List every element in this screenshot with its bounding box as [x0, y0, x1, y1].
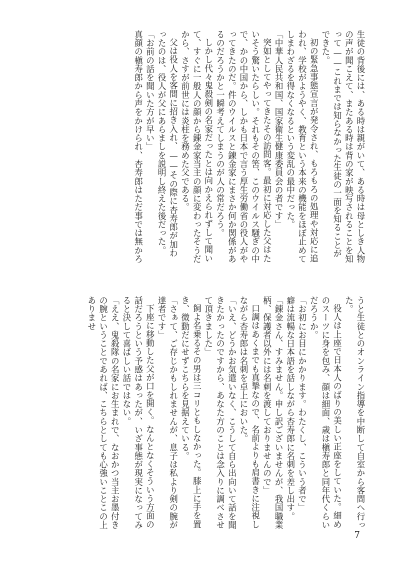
paragraph: 「お前の話を聞いた方が早い」 — [145, 30, 156, 151]
paragraph: 父は役人を客間に招き入れ、——その際に杏寿郎が加わったのは、役人が父にあらましを説明し終えた後だった。 — [157, 30, 179, 258]
paragraph: 「お初にお目にかかります。わたくし、こういう者で」 — [297, 296, 308, 512]
paragraph: 「ええ、鬼殺隊の名家にお生まれで、なおかつ当主お墨付きの腕ということであれば、こちらとしても心強いことこの上ありませ — [86, 296, 121, 530]
paragraph: 「中華人民共和国、国家衛生健康委員会の者です」 — [274, 30, 285, 229]
paragraph: 下座に移動した父が口を開く。なんとなくそういう方面の話だろうという予感はあったが、いざ事態が現実になってみると決して喜ばしい話ではない。 — [121, 296, 156, 530]
paragraph: うと生徒とのオンライン指導を中断して自室から客間へ行った。 — [344, 296, 366, 530]
paragraph: 癖は流暢な日本語を話しながら杏寿郎に名刺を差し出す。 — [285, 296, 296, 521]
paragraph: 突如としてやってきたその訪問客。最初に対応した父はたいそう驚いたらしい。それもその筈、このウイルス騒ぎの中で、かの中国から、しかも日本で言う厚生労働省の役人がやってきたのだ。件のウイルスと錬金家にまさか何か関係があるのだろうかと一瞬考えてしまうのが人の常だろう。 — [215, 30, 273, 264]
page-number: 7 — [354, 531, 360, 541]
top-text-block — [34, 30, 366, 266]
paragraph: 口調はあくまでも真摯なので、名前よりも肩書きに注視しながら杏寿郎は名刺を卓上においた。 — [238, 296, 261, 530]
bottom-text-block — [34, 296, 366, 532]
paragraph: 「いえ、どうかお気遣いなく、こうして自ら出向いて話を聞きたかったのですから、あなた方のことは念入りに調べさせて頂きました」 — [203, 296, 238, 530]
paragraph: 真顔の槇寿郎から声をかけられ、杏寿郎はただ事では無かろ — [133, 30, 144, 264]
paragraph: しかし代々鬼殺剣の名家だったとは向かえられずして聞いて、すぐに一般人の顔から錬金家当主の顔に変わったそうだから、さすが前世には炎柱を務めた父である。 — [180, 30, 214, 264]
paragraph: 飼よ名乗るその男は三コリともしなかった。膝上に手を置き、微動だにせずこちらを見据えている。 — [180, 296, 203, 530]
paragraph: 「さぁて、ご存じかもしれませんが、息子は私より剣の腕が達者です」 — [157, 296, 179, 530]
paragraph: 生徒の背後には、ある時は親がいて、ある時は母としき人物の声が聞こえて、またある時は背の家が映写されることを知って——これまでは知らなかった生徒の一面を知ることができた。 — [320, 30, 366, 264]
paragraph: 役人は上座で日本人のばりの美しい正座をしていた。細めのスーツに身を包み、顔は細面、歳は槇寿郎と同年代くらいだろうか。 — [309, 296, 343, 530]
paragraph: 初の緊急事態宣言が発令され、もろもろの処理や対応に追われ、学校がようやく、教育という本来の機能をほぼ止めてしまわざるを得なくなるという変乱の最中だった。 — [285, 30, 320, 264]
paragraph: 「錬金さん、すみません。申し訳ございませんが、我国職業柄、保護者以外には名刺を渡しておりませんので」 — [262, 296, 285, 530]
